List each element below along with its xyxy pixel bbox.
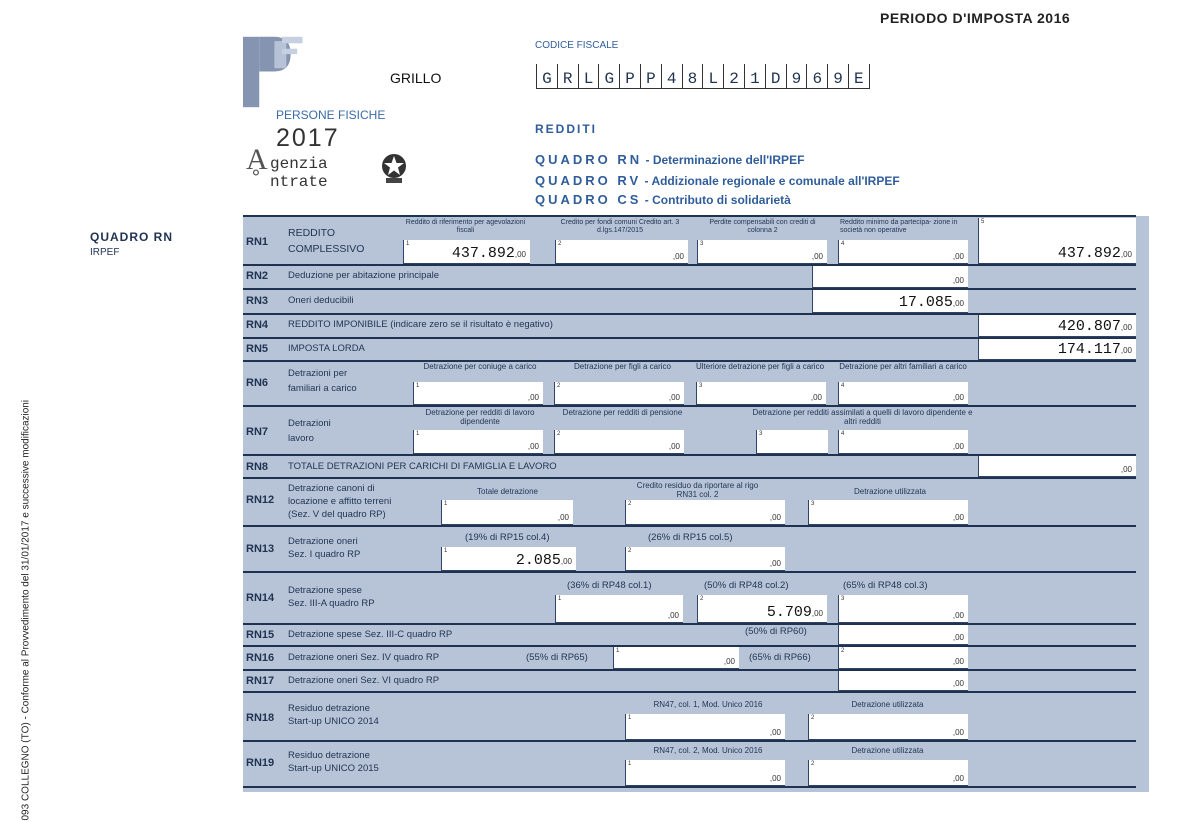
rn5-label: IMPOSTA LORDA: [288, 343, 365, 354]
rn16-code: RN16: [246, 652, 275, 664]
codice-fiscale-char: G: [536, 64, 557, 89]
rn1-field-2[interactable]: 2 ,00: [555, 240, 688, 264]
rn6-field-4[interactable]: 4 ,00: [838, 382, 968, 405]
section-subtitle: IRPEF: [90, 247, 120, 258]
rn13-field-1[interactable]: 1 2.085,00: [441, 547, 576, 571]
rn19-header-2: Detrazione utilizzata: [851, 746, 924, 755]
row-divider: [243, 525, 1136, 527]
rn12-label-1: Detrazione canoni di: [288, 483, 375, 494]
codice-fiscale-char: 9: [827, 64, 848, 89]
rn18-code: RN18: [246, 712, 275, 724]
row-divider: [243, 477, 1136, 479]
rn18-field-1[interactable]: 1 ,00: [625, 714, 785, 740]
rn4-field[interactable]: 420.807,00: [978, 315, 1136, 337]
rn13-header-1: (19% di RP15 col.4): [465, 532, 550, 543]
row-divider: [243, 623, 1136, 625]
rn1-field-5[interactable]: 5 437.892,00: [978, 218, 1136, 264]
rn5-code: RN5: [246, 343, 269, 355]
rn14-header-2: (50% di RP48 col.2): [704, 580, 789, 591]
quadro-line-rn: QUADRO RN - Determinazione dell'IRPEF: [535, 152, 805, 167]
rn13-label-2: Sez. I quadro RP: [288, 549, 361, 560]
row-divider: [243, 215, 1136, 217]
rn12-field-2[interactable]: 2 ,00: [625, 500, 785, 525]
rn14-header-1: (36% di RP48 col.1): [567, 580, 652, 591]
rn3-label: Oneri deducibili: [288, 295, 354, 306]
rn19-label-2: Start-up UNICO 2015: [288, 763, 379, 774]
codice-fiscale-boxes: [536, 64, 870, 89]
codice-fiscale-char: 1: [744, 64, 765, 89]
rn7-label-1: Detrazioni: [288, 418, 331, 429]
rn15-field[interactable]: ,00: [838, 625, 968, 645]
rn14-header-3: (65% di RP48 col.3): [843, 580, 928, 591]
row-divider: [243, 288, 1136, 290]
rn19-field-1[interactable]: 1 ,00: [625, 760, 785, 786]
rn18-field-2[interactable]: 2 ,00: [808, 714, 968, 740]
rn8-field[interactable]: ,00: [978, 456, 1136, 477]
row-divider: [243, 740, 1136, 742]
agenzia-line1: genzia: [270, 155, 328, 173]
rn1-field-4[interactable]: 4 ,00: [838, 240, 968, 264]
rn3-code: RN3: [246, 295, 269, 307]
rn13-label-1: Detrazione oneri: [288, 536, 358, 547]
rn1-header-4: Reddito minimo da partecipa- zione in società non operative: [840, 219, 958, 234]
rn12-header-3: Detrazione utilizzata: [853, 487, 927, 496]
codice-fiscale-char: R: [557, 64, 578, 89]
rn7-header-2: Detrazione per redditi di pensione: [562, 408, 683, 417]
rn5-field[interactable]: 174.117,00: [978, 339, 1136, 360]
persone-fisiche-label: PERSONE FISICHE: [276, 108, 386, 122]
codice-fiscale-label: CODICE FISCALE: [535, 40, 619, 51]
rn7-header-1: Detrazione per redditi di lavoro dipendente: [425, 408, 535, 426]
rn6-header-1: Detrazione per coniuge a carico: [423, 362, 537, 371]
rn12-header-1: Totale detrazione: [477, 487, 538, 496]
codice-fiscale-char: D: [765, 64, 786, 89]
rn15-label: Detrazione spese Sez. III-C quadro RP: [288, 629, 453, 640]
rn6-field-2[interactable]: 2 ,00: [554, 382, 684, 405]
agenzia-line2: ntrate: [270, 173, 328, 191]
taxpayer-surname: GRILLO: [390, 70, 442, 86]
rn1-code: RN1: [246, 236, 269, 248]
codice-fiscale-char: P: [619, 64, 640, 89]
quadro-line-cs: QUADRO CS - Contributo di solidarietà: [535, 192, 791, 207]
rn1-header-1: Reddito di riferimento per agevolazioni fiscali: [405, 219, 526, 234]
section-title: QUADRO RN: [90, 230, 173, 244]
codice-fiscale-char: 4: [661, 64, 682, 89]
row-divider: [243, 691, 1136, 693]
rn8-code: RN8: [246, 461, 269, 473]
codice-fiscale-char: E: [848, 64, 870, 89]
codice-fiscale-char: 2: [723, 64, 744, 89]
rn6-header-2: Detrazione per figli a carico: [574, 362, 671, 371]
rn14-field-3[interactable]: 3 ,00: [838, 595, 968, 623]
codice-fiscale-char: 6: [806, 64, 827, 89]
rn7-header-3: Detrazione per redditi assimilati a quelli di lavoro dipendente e altri redditi: [752, 408, 973, 426]
rn6-field-1[interactable]: 1 ,00: [413, 382, 543, 405]
row-divider: [243, 571, 1136, 573]
side-legal-text: 093 COLLEGNO (TO) - Conforme al Provvedimento del 31/01/2017 e successive modificazioni: [20, 399, 32, 821]
codice-fiscale-char: G: [598, 64, 619, 89]
rn15-code: RN15: [246, 629, 275, 641]
rn8-label: TOTALE DETRAZIONI PER CARICHI DI FAMIGLIA E LAVORO: [288, 461, 557, 472]
rn16-header-2: (65% di RP66): [749, 652, 811, 663]
rn6-code: RN6: [246, 377, 269, 389]
agenzia-entrate-logo: Ḁ genzia ntrate: [246, 143, 328, 191]
rn7-label-2: lavoro: [288, 433, 314, 444]
rn12-code: RN12: [246, 494, 275, 506]
rn14-code: RN14: [246, 592, 275, 604]
redditi-heading: REDDITI: [535, 122, 597, 136]
rn6-label-2: familiari a carico: [288, 383, 357, 394]
rn17-field[interactable]: ,00: [838, 671, 968, 691]
row-divider: [243, 264, 1136, 266]
rn12-field-3[interactable]: 3 ,00: [808, 500, 968, 525]
codice-fiscale-char: L: [702, 64, 723, 89]
row-divider: [243, 786, 1136, 788]
rn1-label-2: COMPLESSIVO: [288, 243, 365, 255]
rn12-field-1[interactable]: 1 ,00: [441, 500, 573, 525]
rn6-header-4: Detrazione per altri familiari a carico: [839, 362, 967, 371]
rn6-field-3[interactable]: 3 ,00: [696, 382, 826, 405]
rn13-field-2[interactable]: 2 ,00: [625, 547, 785, 571]
rn14-label-2: Sez. III-A quadro RP: [288, 598, 375, 609]
rn19-header-1: RN47, col. 2, Mod. Unico 2016: [653, 746, 763, 755]
rn1-header-3: Perdite compensabili con crediti di colonna 2: [709, 219, 816, 234]
rn7-field-2[interactable]: 2 ,00: [554, 430, 684, 454]
rn13-header-2: (26% di RP15 col.5): [648, 532, 733, 543]
quadro-line-rv: QUADRO RV - Addizionale regionale e comunale all'IRPEF: [535, 173, 900, 188]
rn12-header-2: Credito residuo da riportare al rigo RN31 col. 2: [636, 481, 759, 499]
rn18-label-1: Residuo detrazione: [288, 703, 370, 714]
rn2-label: Deduzione per abitazione principale: [288, 270, 440, 281]
rn3-field[interactable]: 17.085,00: [812, 290, 968, 313]
rn18-header-1: RN47, col. 1, Mod. Unico 2016: [653, 700, 763, 709]
codice-fiscale-char: 9: [786, 64, 807, 89]
rn16-label: Detrazione oneri Sez. IV quadro RP: [288, 652, 440, 663]
row-divider: [243, 405, 1136, 407]
rn1-field-1[interactable]: 1 437.892,00: [403, 240, 530, 264]
rn14-label-1: Detrazione spese: [288, 585, 362, 596]
rn18-label-2: Start-up UNICO 2014: [288, 716, 379, 727]
rn6-label-1: Detrazioni per: [288, 368, 348, 379]
rn7-field-4[interactable]: 4 ,00: [838, 430, 968, 454]
rn7-code: RN7: [246, 426, 269, 438]
codice-fiscale-char: L: [578, 64, 599, 89]
rn6-header-3: Ulteriore detrazione per figli a carico: [695, 362, 825, 371]
rn1-header-2: Credito per fondi comuni Credito art. 3 d.lgs.147/2015: [560, 219, 680, 234]
codice-fiscale-char: P: [640, 64, 661, 89]
rn15-header-1: (50% di RP60): [745, 626, 807, 637]
rn14-field-1[interactable]: 1 ,00: [555, 595, 683, 623]
rn13-code: RN13: [246, 543, 275, 555]
rn16-header-1: (55% di RP65): [526, 652, 588, 663]
rn7-field-1[interactable]: 1 ,00: [413, 430, 543, 454]
rn18-header-2: Detrazione utilizzata: [851, 700, 924, 709]
rn16-field-2[interactable]: 2 ,00: [838, 647, 968, 669]
rn16-field-1[interactable]: 1 ,00: [613, 647, 739, 669]
rn19-label-1: Residuo detrazione: [288, 750, 370, 761]
rn19-field-2[interactable]: 2 ,00: [808, 760, 968, 786]
rn4-label: REDDITO IMPONIBILE (indicare zero se il risultato è negativo): [288, 319, 553, 330]
codice-fiscale-char: 8: [682, 64, 703, 89]
rn14-field-2[interactable]: 2 5.709,00: [697, 595, 827, 623]
rn7-field-3[interactable]: 3: [756, 430, 828, 454]
rn4-code: RN4: [246, 319, 269, 331]
rn19-code: RN19: [246, 757, 275, 769]
form-year: 2017: [276, 124, 340, 152]
rn2-code: RN2: [246, 270, 269, 282]
republic-emblem-icon: [380, 150, 408, 186]
rn12-label-3: (Sez. V del quadro RP): [288, 509, 386, 520]
rn2-field[interactable]: ,00: [812, 266, 968, 288]
rn17-code: RN17: [246, 675, 275, 687]
rn1-field-3[interactable]: 3 ,00: [697, 240, 827, 264]
rn17-label: Detrazione oneri Sez. VI quadro RP: [288, 675, 440, 686]
rn1-label-1: REDDITO: [288, 227, 336, 239]
row-divider: [243, 669, 1136, 671]
tax-period: PERIODO D'IMPOSTA 2016: [880, 10, 1071, 26]
rn12-label-2: locazione e affitto terreni: [288, 496, 392, 507]
